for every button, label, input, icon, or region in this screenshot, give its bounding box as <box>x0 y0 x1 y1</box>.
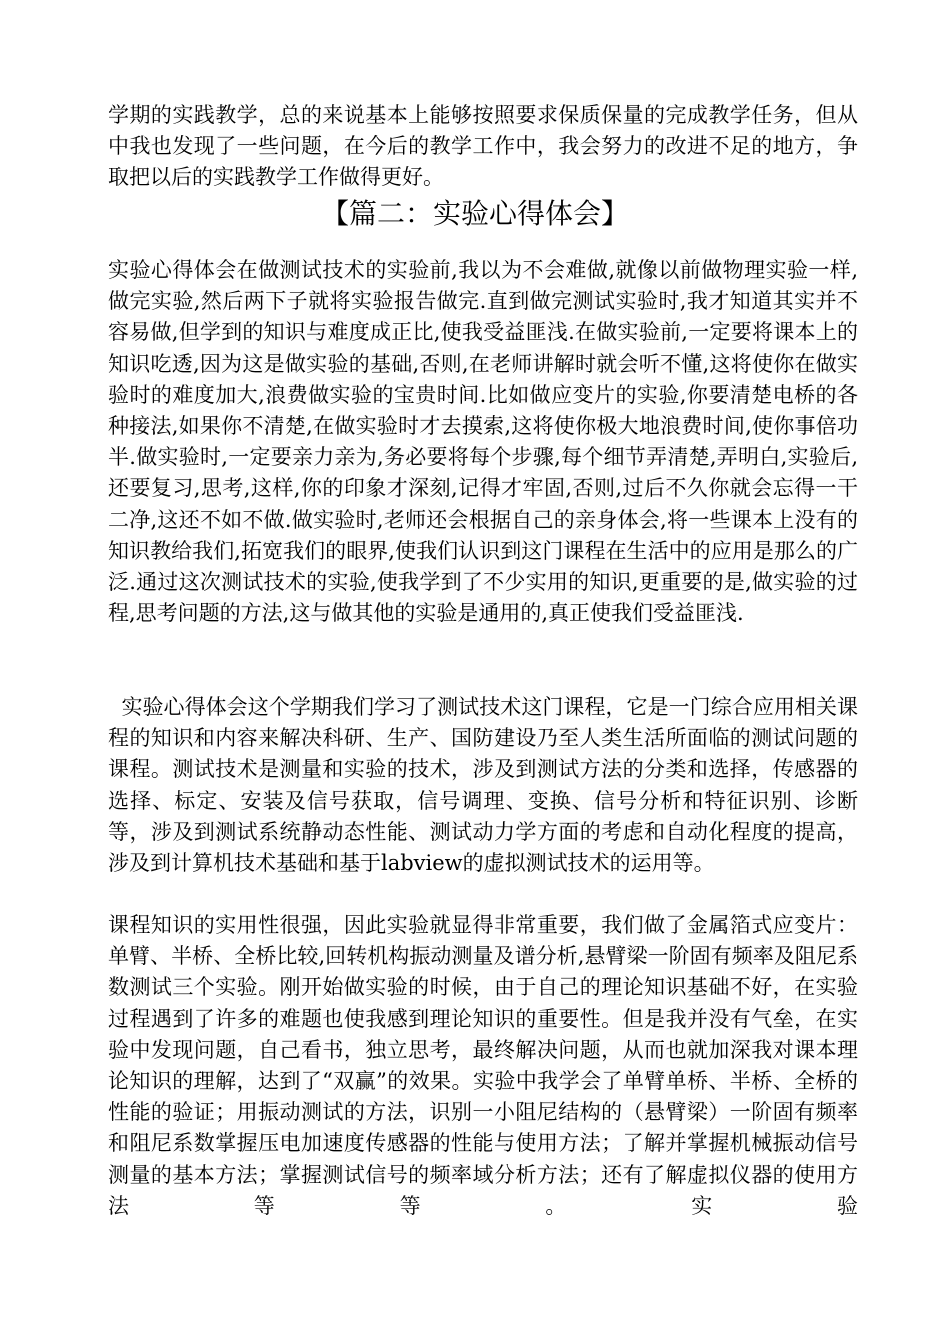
paragraph-1: 实验心得体会在做测试技术的实验前,我以为不会难做,就像以前做物理实验一样,做完实验,然后两下子就将实验报告做完.直到做完测试实验时,我才知道其实并不容易做,但学到的知识与难度成正比,使我受益匪浅.在做实验前,一定要将课本上的知识吃透,因为这是做实验的基础,否则,在老师讲解时就会听不懂,这将使你在做实验时的难度加大,浪费做实验的宝贵时间.比如做应变片的实验,你要清楚电桥的各种接法,如果你不清楚,在做实验时才去摸索,这将使你极大地浪费时间,使你事倍功半.做实验时,一定要亲力亲为,务必要将每个步骤,每个细节弄清楚,弄明白,实验后,还要复习,思考,这样,你的印象才深刻,记得才牢固,否则,过后不久你就会忘得一干二净,这还不如不做.做实验时,老师还会根据自己的亲身体会,将一些课本上没有的知识教给我们,拓宽我们的眼界,使我们认识到这门课程在生活中的应用是那么的广泛.通过这次测试技术的实验,使我学到了不少实用的知识,更重要的是,做实验的过程,思考问题的方法,这与做其他的实验是通用的,真正使我们受益匪浅. <box>108 258 858 626</box>
intro-paragraph: 学期的实践教学，总的来说基本上能够按照要求保质保量的完成教学任务，但从中我也发现了一些问题，在今后的教学工作中，我会努力的改进不足的地方，争取把以后的实践教学工作做得更好。 <box>108 103 858 190</box>
paragraph-2: 实验心得体会这个学期我们学习了测试技术这门课程，它是一门综合应用相关课程的知识和内容来解决科研、生产、国防建设乃至人类生活所面临的测试问题的课程。测试技术是测量和实验的技术，涉及到测试方法的分类和选择，传感器的选择、标定、安装及信号获取，信号调理、变换、信号分析和特征识别、诊断等，涉及到测试系统静动态性能、测试动力学方面的考虑和自动化程度的提高，涉及到计算机技术基础和基于labview的虚拟测试技术的运用等。 <box>108 695 858 876</box>
paragraph-3: 课程知识的实用性很强，因此实验就显得非常重要，我们做了金属箔式应变片：单臂、半桥、全桥比较,回转机构振动测量及谱分析,悬臂梁一阶固有频率及阻尼系数测试三个实验。刚开始做实验的时候，由于自己的理论知识基础不好，在实验过程遇到了许多的难题也使我感到理论知识的重要性。但是我并没有气垒，在实验中发现问题，自己看书，独立思考，最终解决问题，从而也就加深我对课本理论知识的理解，达到了“双赢”的效果。实验中我学会了单臂单桥、半桥、全桥的性能的验证；用振动测试的方法，识别一小阻尼结构的（悬臂梁）一阶固有频率和阻尼系数掌握压电加速度传感器的性能与使用方法；了解并掌握机械振动信号测量的基本方法；掌握测试信号的频率域分析方法；还有了解虚拟仪器的使用方法等等。实验 <box>108 913 858 1218</box>
section-title: 【篇二：实验心得体会】 <box>320 197 629 230</box>
